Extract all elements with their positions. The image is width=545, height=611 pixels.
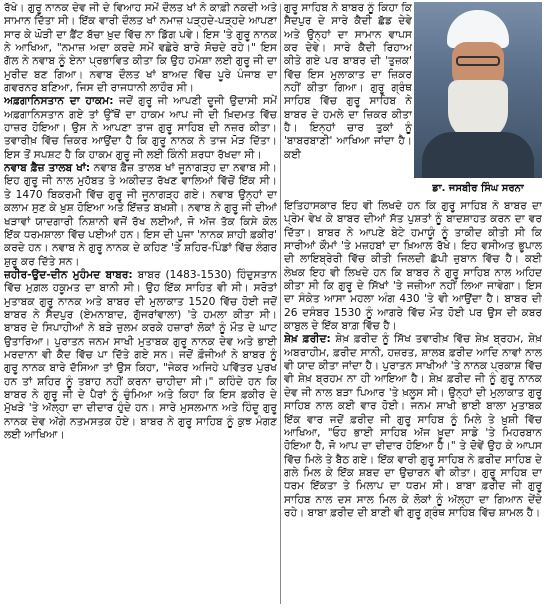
paragraph-text: ਸ਼ੇਖ਼ ਫ਼ਰੀਦ ਨੂੰ ਸਿੱਖ ਤਵਾਰੀਖ਼ ਵਿੱਚ ਸ਼ੇਖ਼ ਬ੍ਰਹਮ, ਸ਼ੇਖ਼ ਅਬਰਾਹੀਮ, ਫ਼ਰੀਦ ਸਾਨੀ, ਹਜ਼ਰਤ, ਸ਼ਾਲਬ ਫ਼ਰੀਦ ਆਦਿ ਨਾਵਾਂ ਨਾਲ ਵੀ ਯਾਦ ਕੀਤਾ ਜਾਂਦਾ ਹੈ। ਪੁਰਾਤਨ ਸਾਖੀਆਂ 'ਤੇ ਨਾਨਕ ਪ੍ਰਕਾਸ਼ ਵਿੱਚ ਵੀ ਸ਼ੇਖ਼ ਬ੍ਰਹਮ ਨਾ ਹੀ ਆਇਆ ਹੈ। ਸ਼ੇਖ਼ ਫ਼ਰੀਦ ਜੀ ਨੂੰ ਗੁਰੂ ਨਾਨਕ ਦੇਵ ਜੀ ਨਾਲ ਬੜਾ ਪਿਆਰ 'ਤੇ ਖ਼ਲੂਸ ਸੀ। ਉਨ੍ਹਾਂ ਦੀ ਮੁਲਾਕਾਤ ਗੁਰੂ ਸਾਹਿਬ ਨਾਲ ਕਈ ਵਾਰ ਹੋਈ। ਜਨਮ ਸਾਖੀ ਭਾਈ ਬਾਲਾ ਮੁਤਾਬਕ ਇੱਕ ਵਾਰ ਜਦੋਂ ਫ਼ਰੀਦ ਜੀ ਗੁਰੂ ਸਾਹਿਬ ਨੂੰ ਮਿਲੇ ਤੇ ਖ਼ੁਸ਼ੀ ਵਿੱਚ ਆਖਿਆ, "ਓਹ ਭਾਈ ਸਾਹਿਬ ਅੱਜ ਖ਼ੂਦਾ ਸਾਡੇ 'ਤੇ ਮਿਹਰਬਾਨ ਹੋਇਆ ਹੈ, ਜੋ ਆਪ ਦਾ ਦੀਦਾਰ ਹੋਇਆ ਹੈ।" ਤੇ ਦੋਵੇਂ ਉਹ ਕੇ ਆਪਸ ਵਿੱਚ ਮਿਲੇ ਤੇ ਬੈਠ ਗਏ। ਇੱਕ ਵਾਰੀ ਗੁਰੂ ਸਾਹਿਬ ਨੇ ਫ਼ਰੀਦ ਸਾਹਿਬ ਦੇ ਗਲੇ ਮਿਲ ਕੇ ਇੱਕ ਸ਼ਬਦ ਦਾ ਉਚਾਰਨ ਵੀ ਕੀਤਾ। ਗੁਰੂ ਸਾਹਿਬ ਦਾ ਧਰਮ ਇੱਕਤਾ ਤੇ ਮਿਲਾਪ ਦਾ ਧਰਮ ਸੀ। ਬਾਬਾ ਫ਼ਰੀਦ ਜੀ ਗੁਰੂ ਸਾਹਿਬ ਨਾਲ ਦਸ ਸਾਲ ਮਿਲ ਕੇ ਲੋਕਾਂ ਨੂੰ ਅੱਲ੍ਹਾ ਦਾ ਗਿਆਨ ਦੇਂਦੇ ਰਹੇ। ਬਾਬਾ ਫ਼ਰੀਦ ਦੀ ਬਾਣੀ ਵੀ ਗੁਰੂ ਗ੍ਰੰਥ ਸਾਹਿਬ ਵਿੱਚ ਸ਼ਾਮਲ ਹੈ। <box>284 333 542 519</box>
paragraph-text: ਇਤਿਹਾਸਕਾਰ ਇਹ ਵੀ ਲਿਖਦੇ ਹਨ ਕਿ ਗੁਰੂ ਸਾਹਿਬ ਨੇ ਬਾਬਰ ਦਾ ਪ੍ਰੇਮ ਵੇਖ ਕੇ ਬਾਬਰ ਦੀਆਂ ਸੱਤ ਪੁਸ਼ਤਾਂ ਨੂੰ ਬਾਦਸ਼ਾਹਤ ਕਰਨ ਦਾ ਵਰ ਦਿੱਤਾ। ਬਾਬਰ ਨੇ ਆਪਣੇ ਬੇਟੇ ਹਮਾਯੂੰ ਨੂੰ ਤਾਕੀਦ ਕੀਤੀ ਸੀ ਕਿ ਸਾਰੀਆਂ ਕੌਮਾਂ 'ਤੇ ਮਜ਼ਹਬਾਂ ਦਾ ਖ਼ਿਆਲ ਰੱਖੇ। ਇਹ ਵਸੀਅਤ ਭੂਪਾਲ ਦੀ ਲਾਇਬ੍ਰੇਰੀ ਵਿੱਚ ਕੀਤੀ ਜਿਲਦੀ ਛੱਪੀ ਜ਼ੁਬਾਨ ਵਿੱਚ ਹੈ। ਕਈ ਲੇਖਕ ਇਹ ਵੀ ਲਿਖਦੇ ਹਨ ਕਿ ਬਾਬਰ ਨੇ ਗੁਰੂ ਸਾਹਿਬ ਨਾਲ ਅਹਿਦ ਕੀਤਾ ਸੀ ਕਿ ਗੁਰੂ ਦੇ ਸਿੱਖਾਂ 'ਤੇ ਜਜ਼ੀਆ ਨਹੀਂ ਲਿਆ ਜਾਵੇਗਾ। ਇਸ ਦਾ ਸੰਕੇਤ ਆਸਾ ਮਹਲਾ ਅੰਗ 430 'ਤੇ ਵੀ ਆਉਂਦਾ ਹੈ। ਬਾਬਰ ਦੀ 26 ਦਸੰਬਰ 1530 ਨੂੰ ਆਗਰੇ ਵਿੱਚ ਮੌਤ ਹੋਈ ਪਰ ਉਸ ਦੀ ਕਬਰ ਕਾਬੁਲ ਦੇ ਇੱਕ ਬਾਗ਼ ਵਿੱਚ ਹੈ। <box>284 200 542 333</box>
paragraph-text: ਰੱਖੇ। ਗੁਰੂ ਨਾਨਕ ਦੇਵ ਜੀ ਦੇ ਵਿਆਹ ਸਮੇਂ ਦੌਲਤ ਖਾਂ ਨੇ ਕਾਫ਼ੀ ਨਕਦੀ ਅਤੇ ਸਾਮਾਨ ਦਿੱਤਾ ਸੀ। ਇੱਕ ਵਾਰੀ ਦੌਲਤ ਖਾਂ ਨਮਾਜ਼ ਪੜ੍ਹਦੇ-ਪੜ੍ਹਦੇ ਆਪਣਾ ਸਾਰ ਕੇ ਘੋੜੀ ਦਾ ਫ਼ੈਂਟ ਬੱਚਾ ਖ਼ੁਦ ਵਿੱਚ ਨਾ ਡਿੱਗ ਪਵੇ। ਇਸ 'ਤੇ ਗੁਰੂ ਨਾਨਕ ਨੇ ਆਖਿਆ, "ਨਮਾਜ਼ ਅਦਾ ਕਰਦੇ ਸਮੇਂ ਵਛੇਰੇ ਬਾਰੇ ਸੋਚਦੇ ਰਹੇ।" ਇਸ ਗੱਲ ਨੇ ਨਵਾਬ ਨੂੰ ਏਨਾ ਪ੍ਰਭਾਵਿਤ ਕੀਤਾ ਕਿ ਉਹ ਹਮੇਸ਼ਾ ਲਈ ਗੁਰੂ ਜੀ ਦਾ ਮੁਰੀਦ ਬਣ ਗਿਆ। ਨਵਾਬ ਦੌਲਤ ਖਾਂ ਬਾਅਦ ਵਿੱਚ ਪੂਰੇ ਪੰਜਾਬ ਦਾ ਗਵਰਨਰ ਬਣਿਆ, ਜਿਸ ਦੀ ਰਾਜਧਾਨੀ ਲਾਹੌਰ ਸੀ। <box>4 2 277 95</box>
section-heading: ਸ਼ੇਖ਼ ਫ਼ਰੀਦ: <box>284 333 331 346</box>
section-heading: ਅਫ਼ਗਾਨਿਸਤਾਨ ਦਾ ਹਾਕਮ: <box>4 95 114 108</box>
section-heading: ਜ਼ਹੀਰ-ਉਦ-ਦੀਨ ਮੁਹੰਮਦ ਬਾਬਰ: <box>4 268 133 281</box>
paragraph-text: ਨਵਾਬ ਫ਼ੈਜ਼ ਤਾਲਬ ਖਾਂ ਜੂਨਾਗੜ੍ਹ ਦਾ ਨਵਾਬ ਸੀ। ਇਹ ਗੁਰੂ ਜੀ ਨਾਲ ਮੁਹੱਬਤ ਤੇ ਅਕੀਦਤ ਰੱਖਣ ਵਾਲਿਆਂ ਵਿੱਚੋਂ ਇੱਕ ਸੀ। ਤੇ 1470 ਬਿਕਰਮੀ ਵਿੱਚ ਗੁਰੂ ਜੀ ਜੂਨਾਗੜ੍ਹ ਗਏ। ਨਵਾਬ ਉਨ੍ਹਾਂ ਦਾ ਕਲਾਮ ਸੁਣ ਕੇ ਖ਼ੁਸ਼ ਹੋਇਆ ਅਤੇ ਇੱਜ਼ਤ ਬਖ਼ਸ਼ੀ। ਨਵਾਬ ਨੇ ਗੁਰੂ ਜੀ ਦੀਆਂ ਖੜਾਵਾਂ ਯਾਦਗਾਰੀ ਨਿਸ਼ਾਨੀ ਵਜੋਂ ਰੱਖ ਲਈਆਂ, ਜੋ ਅੱਜ ਤੱਕ ਕਿਸੇ ਕੋਲ ਇੱਕ ਧਰਮਸ਼ਾਲਾ ਵਿੱਚ ਪਈਆਂ ਹਨ। ਇਸ ਦੀ ਪੂਜਾ 'ਨਾਨਕ ਸ਼ਾਹੀ ਫ਼ਕੀਰ' ਕਰਦੇ ਹਨ। ਨਵਾਬ ਨੇ ਗੁਰੂ ਨਾਨਕ ਦੇ ਕਹਿਣ 'ਤੇ ਸ਼ਹਿਰ-ਪਿੰਡਾਂ ਵਿੱਚ ਲੰਗਰ ਸ਼ੁਰੂ ਕਰ ਦਿੱਤੇ ਸਨ। <box>4 162 277 268</box>
paragraph-babar <box>4 269 277 442</box>
right-top-text: ਗੁਰੂ ਸਾਹਿਬ ਨੇ ਬਾਬਰ ਨੂੰ ਕਿਹਾ ਕਿ ਸੈਦਪੁਰ ਦੇ ਸਾਰੇ ਕੈਦੀ ਛੱਡ ਦੇਵੇ ਅਤੇ ਉਨ੍ਹਾਂ ਦਾ ਸਾਮਾਨ ਵਾਪਸ ਕਰ ਦੇਵੇ। ਸਾਰੇ ਕੈਦੀ ਰਿਹਾਅ ਕੀਤੇ ਗਏ ਪਰ ਬਾਬਰ ਦੀ 'ਤੁਜ਼ਕ' ਵਿੱਚ ਇਸ ਮੁਲਾਕਾਤ ਦਾ ਜ਼ਿਕਰ ਨਹੀਂ ਕੀਤਾ ਗਿਆ। ਗੁਰੂ ਗ੍ਰੰਥ ਸਾਹਿਬ ਵਿੱਚ ਗੁਰੂ ਸਾਹਿਬ ਨੇ ਬਾਬਰ ਦੇ ਹਮਲੇ ਦਾ ਜ਼ਿਕਰ ਕੀਤਾ ਹੈ। ਇਨ੍ਹਾਂ ਚਾਰ ਤੁਕਾਂ ਨੂੰ 'ਬਾਬਰਬਾਣੀ' ਆਖਿਆ ਜਾਂਦਾ ਹੈ। ਕਈ <box>284 2 412 161</box>
paragraph-text: ਬਾਬਰ (1483-1530) ਹਿੰਦੁਸਤਾਨ ਵਿੱਚ ਮੁਗ਼ਲ ਹਕੂਮਤ ਦਾ ਬਾਨੀ ਸੀ। ਉਹ ਇੱਕ ਸਾਹਿਤ ਵੀ ਸੀ। ਸਰੋਤਾਂ ਮੁਤਾਬਕ ਗੁਰੂ ਨਾਨਕ ਅਤੇ ਬਾਬਰ ਦੀ ਮੁਲਾਕਾਤ 1520 ਵਿੱਚ ਹੋਈ ਜਦੋਂ ਬਾਬਰ ਨੇ ਸੈਦਪੁਰ (ਏਮਨਾਬਾਦ, ਗੁੱਜਰਾਂਵਾਲਾ) 'ਤੇ ਹਮਲਾ ਕੀਤਾ ਸੀ। ਬਾਬਰ ਦੇ ਸਿਪਾਹੀਆਂ ਨੇ ਬੜੇ ਜ਼ੁਲਮ ਕਰਕੇ ਹਜ਼ਾਰਾਂ ਲੋਕਾਂ ਨੂੰ ਮੌਤ ਦੇ ਘਾਟ ਉਤਾਰਿਆ। ਪੁਰਾਤਨ ਜਨਮ ਸਾਖੀ ਮੁਤਾਬਕ ਗੁਰੂ ਨਾਨਕ ਦੇਵ ਅਤੇ ਭਾਈ ਮਰਦਾਨਾ ਵੀ ਕੈਦ ਵਿੱਚ ਪਾ ਦਿੱਤੇ ਗਏ ਸਨ। ਜਦੋਂ ਫ਼ੌਜੀਆਂ ਨੇ ਬਾਬਰ ਨੂੰ ਗੁਰੂ ਨਾਨਕ ਬਾਰੇ ਦੱਸਿਆ ਤਾਂ ਉਸ ਕਿਹਾ, "ਜੇਕਰ ਅਜਿਹੇ ਪਵਿੱਤਰ ਪੁਰਖ ਹਨ ਤਾਂ ਸ਼ਹਿਰ ਨੂੰ ਤਬਾਹ ਨਹੀਂ ਕਰਨਾ ਚਾਹੀਦਾ ਸੀ।" ਕਹਿੰਦੇ ਹਨ ਕਿ ਬਾਬਰ ਨੇ ਗੁਰੂ ਜੀ ਦੇ ਪੈਰਾਂ ਨੂੰ ਚੁੰਮਿਆ ਅਤੇ ਕਿਹਾ ਕਿ ਇਸ ਫ਼ਕੀਰ ਦੇ ਮੁੱਖੜੇ 'ਤੇ ਅੱਲ੍ਹਾ ਦਾ ਦੀਦਾਰ ਹੁੰਦੇ ਹਨ। ਸਾਰੇ ਮੁਸਲਮਾਨ ਅਤੇ ਹਿੰਦੂ ਗੁਰੂ ਨਾਨਕ ਦੇਵ ਅੱਗੇ ਨਤਮਸਤਕ ਹੋਏ। ਬਾਬਰ ਨੇ ਗੁਰੂ ਸਾਹਿਬ ਨੂੰ ਕੁਝ ਮੰਗਣ ਲਈ ਆਖਿਆ। <box>4 268 277 441</box>
right-top-block <box>284 2 542 202</box>
paragraph-historians <box>284 200 542 333</box>
paragraph-text: ਜਦੋਂ ਗੁਰੂ ਜੀ ਆਪਣੀ ਦੂਜੀ ਉਦਾਸੀ ਸਮੇਂ ਅਫ਼ਗਾਨਿਸਤਾਨ ਗਏ ਤਾਂ ਉੱਥੋਂ ਦਾ ਹਾਕਮ ਆਪ ਜੀ ਦੀ ਖ਼ਿਦਮਤ ਵਿੱਚ ਹਾਜ਼ਰ ਹੋਇਆ। ਉਸ ਨੇ ਆਪਣਾ ਤਾਜ ਗੁਰੂ ਸਾਹਿਬ ਦੀ ਨਜ਼ਰ ਕੀਤਾ। ਤਵਾਰੀਖ਼ ਵਿੱਚ ਜ਼ਿਕਰ ਆਉਂਦਾ ਹੈ ਕਿ ਗੁਰੂ ਨਾਨਕ ਨੇ ਤਾਜ ਮੋੜ ਦਿੱਤਾ। ਇਸ ਤੋਂ ਸਪਸ਼ਟ ਹੈ ਕਿ ਹਾਕਮ ਗੁਰੂ ਜੀ ਲਈ ਕਿੰਨੀ ਸ਼ਰਧਾ ਰੱਖਦਾ ਸੀ। <box>4 95 277 161</box>
paragraph-sheikh-farid <box>284 333 542 520</box>
paragraph-afghanistan <box>4 95 277 162</box>
author-caption: ਡਾ. ਜਸਬੀਰ ਸਿੰਘ ਸਰਨਾ <box>432 183 524 194</box>
section-heading: ਨਵਾਬ ਫ਼ੈਜ਼ ਤਾਲਬ ਖਾਂ: <box>4 162 91 175</box>
paragraph-intro <box>4 2 277 95</box>
left-column <box>4 2 277 608</box>
column-divider <box>280 4 281 604</box>
right-body <box>284 200 542 608</box>
author-photo <box>414 2 542 178</box>
paragraph-nawab-faiz <box>4 162 277 269</box>
right-column <box>284 2 542 608</box>
